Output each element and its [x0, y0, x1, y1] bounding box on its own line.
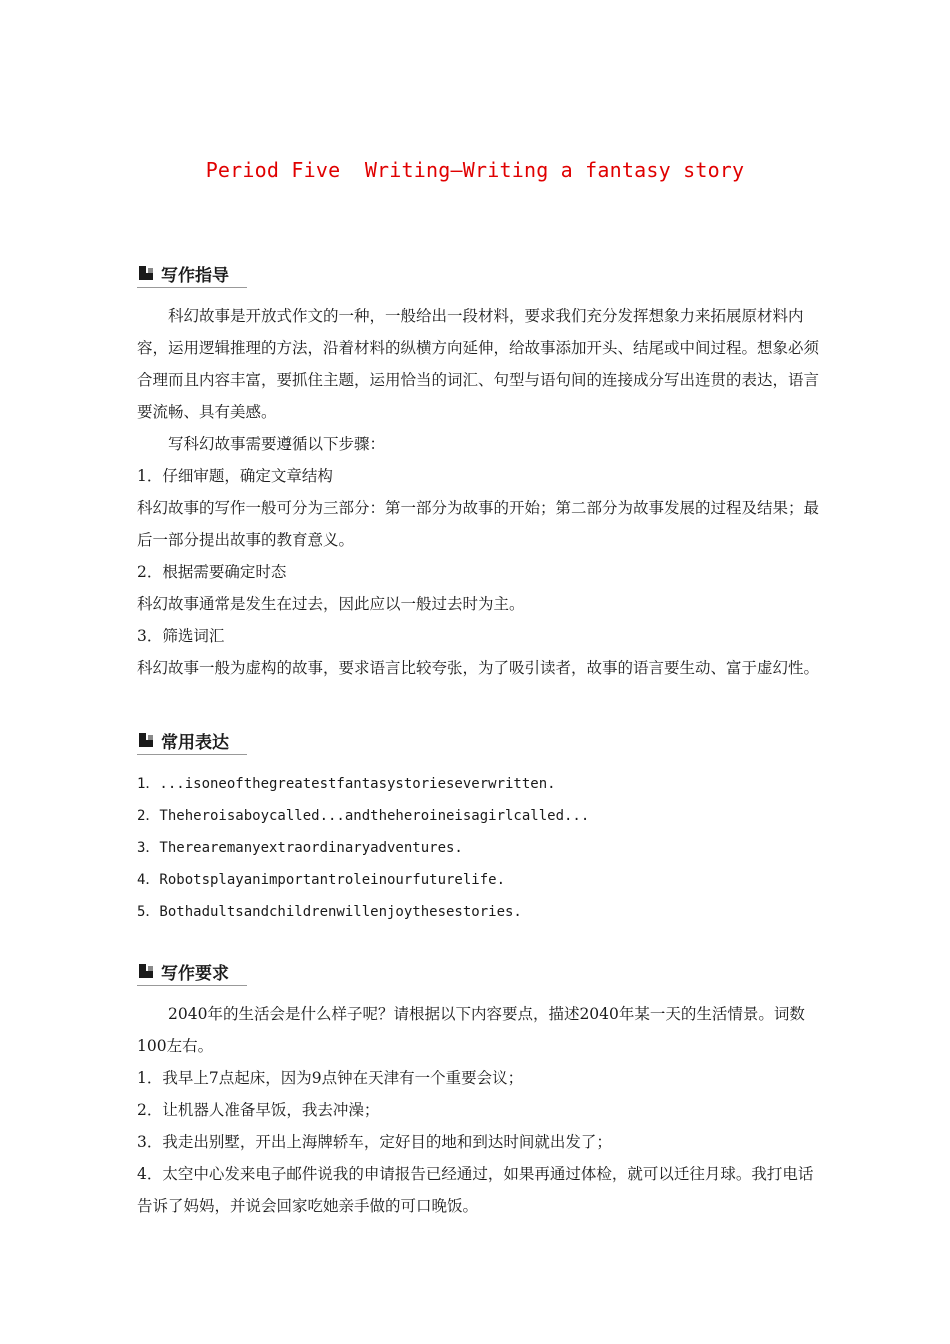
- guide-intro-paragraph: 科幻故事是开放式作文的一种，一般给出一段材料，要求我们充分发挥想象力来拓展原材料内容，运用逻辑推理的方法，沿着材料的纵横方向延伸，给故事添加开头、结尾或中间过程。想象必须合理而且内容丰富，要抓住主题，运用恰当的词汇、句型与语句间的连接成分写出连贯的表达，语言要流畅、具有美感。: [137, 307, 820, 421]
- section-marker-icon: [139, 964, 153, 978]
- section-heading-label: 写作要求: [161, 964, 229, 984]
- expression-item: 3．Therearemanyextraordinaryadventures.: [137, 840, 463, 856]
- guide-content: [137, 300, 827, 684]
- expression-item: 1．...isoneofthegreatestfantasystorieseverwritten.: [137, 776, 556, 792]
- section-marker-icon: [139, 733, 153, 747]
- step-title: 2．根据需要确定时态: [137, 563, 287, 581]
- expression-item: 5．Bothadultsandchildrenwillenjoythesestories.: [137, 904, 522, 920]
- section-heading-label: 写作指导: [161, 266, 229, 286]
- task-content: [137, 998, 827, 1222]
- task-intro-paragraph: 2040年的生活会是什么样子呢？请根据以下内容要点，描述2040年某一天的生活情景。词数100左右。: [137, 1005, 805, 1055]
- task-point: 4．太空中心发来电子邮件说我的申请报告已经通过，如果再通过体检，就可以迁往月球。我打电话告诉了妈妈，并说会回家吃她亲手做的可口晚饭。: [137, 1165, 814, 1215]
- step-body: 科幻故事通常是发生在过去，因此应以一般过去时为主。: [137, 595, 525, 613]
- expression-item: 2．Theheroisaboycalled...andtheheroineisagirlcalled...: [137, 808, 590, 824]
- section-heading-guide: [137, 258, 247, 288]
- step-title: 1．仔细审题，确定文章结构: [137, 467, 333, 485]
- task-point: 3．我走出别墅，开出上海牌轿车，定好目的地和到达时间就出发了；: [137, 1133, 612, 1151]
- guide-steps-intro: 写科幻故事需要遵循以下步骤：: [168, 435, 386, 453]
- task-point: 2．让机器人准备早饭，我去冲澡；: [137, 1101, 380, 1119]
- section-marker-icon: [139, 266, 153, 280]
- expression-item: 4．Robotsplayanimportantroleinourfuturelife.: [137, 872, 506, 888]
- expressions-list: [137, 768, 827, 928]
- step-body: 科幻故事一般为虚构的故事，要求语言比较夸张，为了吸引读者，故事的语言要生动、富于虚幻性。: [137, 659, 820, 677]
- page-title: Period Five Writing—Writing a fantasy story: [205, 158, 745, 182]
- section-underline: [137, 985, 247, 986]
- section-underline: [137, 754, 247, 755]
- section-heading-label: 常用表达: [161, 733, 229, 753]
- step-title: 3．筛选词汇: [137, 627, 225, 645]
- section-heading-task: [137, 956, 247, 986]
- step-body: 科幻故事的写作一般可分为三部分：第一部分为故事的开始；第二部分为故事发展的过程及结果；最后一部分提出故事的教育意义。: [137, 499, 820, 549]
- section-underline: [137, 287, 247, 288]
- section-heading-expressions: [137, 725, 247, 755]
- task-point: 1．我早上7点起床，因为9点钟在天津有一个重要会议；: [137, 1069, 524, 1087]
